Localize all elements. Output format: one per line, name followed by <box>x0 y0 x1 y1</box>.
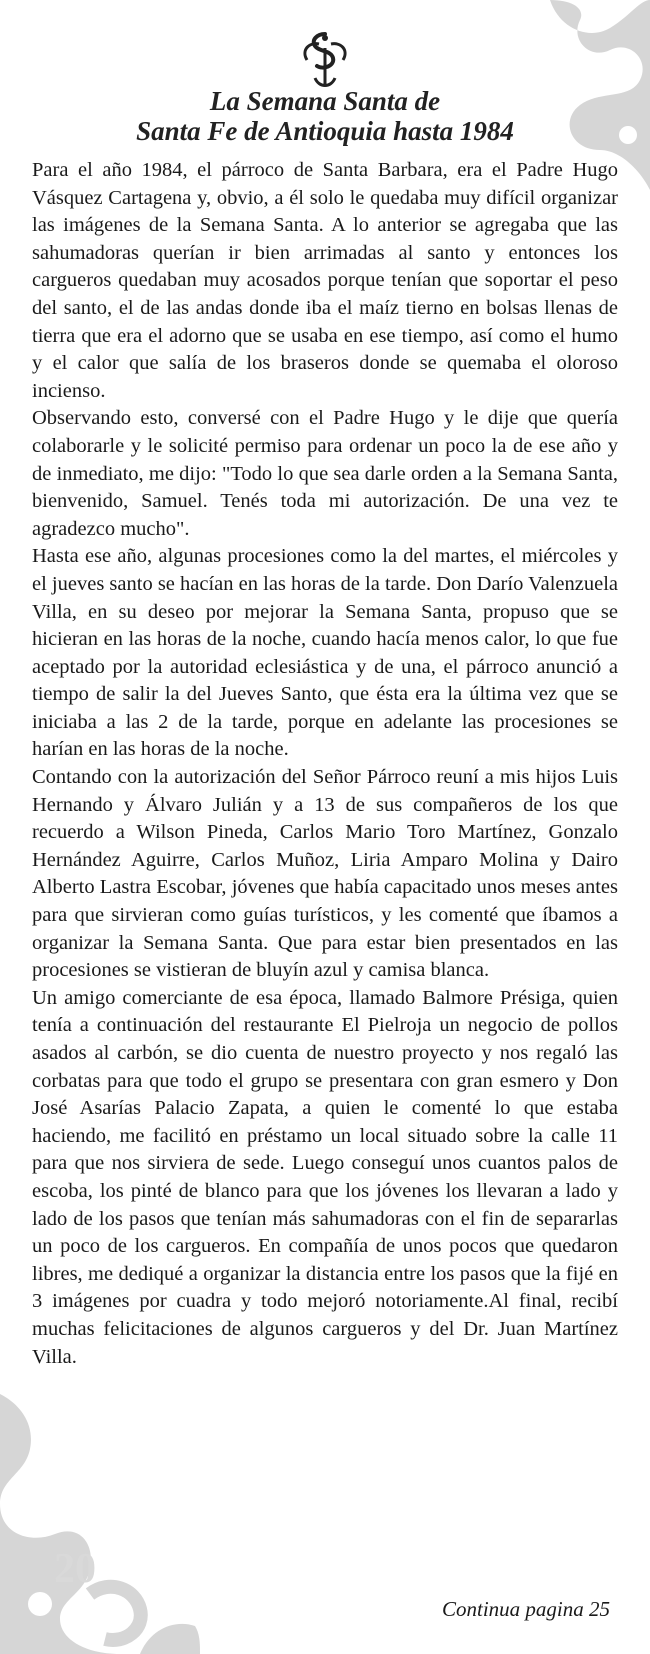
paragraph-1: Para el año 1984, el párroco de Santa Barbara, era el Padre Hugo Vásquez Cartagena y, obvio, a él solo le quedaba muy difícil organizar las imágenes de la Semana Santa. A lo anterior se agregaba que las sahumadoras querían ir bien arrimadas al santo y entonces los cargueros quedaban muy acosados porque tenían que soportar el peso del santo, el de las andas donde iba el maíz tierno en bolsas llenas de tierra que era el adorno que se usaba en ese tiempo, así como el humo y el calor que salía de los braseros donde se quemaba el oloroso incienso. <box>32 159 618 402</box>
paragraph-3: Hasta ese año, algunas procesiones como la del martes, el miércoles y el jueves santo se hacían en las horas de la tarde. Don Darío Valenzuela Villa, en su deseo por mejorar la Semana Santa, propuso que se hicieran en las horas de la noche, cuando hacía menos calor, lo que fue aceptado por la autoridad eclesiástica y de una, el párroco anunció a tiempo de salir la del Jueves Santo, que ésta era la última vez que se iniciaba a las 2 de la tarde, porque en adelante las procesiones se harían en las horas de la noche. <box>32 545 618 761</box>
paragraph-5: Un amigo comerciante de esa época, llamado Balmore Présiga, quien tenía a continuación del restaurante El Pielroja un negocio de pollos asados al carbón, se dio cuenta de nuestro proyecto y nos regaló las corbatas para que todo el grupo se presentara con gran esmero y Don José Asarías Palacio Zapata, a quien le comenté lo que estaba haciendo, me facilitó en préstamo un local situado sobre la calle 11 para que nos sirviera de sede. Luego conseguí unos cuantos palos de escoba, los pinté de blanco para que los jóvenes los llevaran a lado y lado de los pasos que tenían más sahumadoras con el fin de separarlas un poco de los cargueros. En compañía de unos pocos que quedaron libres, me dediqué a organizar la distancia entre los pasos que la fijé en 3 imágenes por cuadra y todo mejoró notoriamente.Al final, recibí muchas felicitaciones de algunos cargueros y del Dr. Juan Martínez Villa. <box>32 986 618 1368</box>
continue-note: Continua pagina 25 <box>441 1597 610 1621</box>
page-title <box>0 86 650 146</box>
paragraph-2: Observando esto, conversé con el Padre Hugo y le dije que quería colaborarle y le solicité permiso para ordenar un poco la de ese año y de inmediato, me dijo: "Todo lo que sea darle orden a la Semana Santa, bienvenido, Samuel. Tenés toda mi autorización. De una vez te agradezco mucho". <box>32 407 618 540</box>
monogram-icon <box>297 30 353 92</box>
paragraph-4: Contando con la autorización del Señor Párroco reuní a mis hijos Luis Hernando y Álvaro Julián y a 13 de sus compañeros de los que recuerdo a Wilson Pineda, Carlos Mario Toro Martínez, Gonzalo Hernández Aguirre, Carlos Muñoz, Liria Amparo Molina y Dairo Alberto Lastra Escobar, jóvenes que había capacitado unos meses antes para que sirvieran como guías turísticos, y les comenté que íbamos a organizar la Semana Santa. Que para estar bien presentados en las procesiones se vistieran de bluyín azul y camisa blanca. <box>32 766 618 982</box>
corner-ornament-bottom-left-icon <box>0 1394 200 1654</box>
title-line-2: Santa Fe de Antioquia hasta 1984 <box>136 116 514 146</box>
title-line-1: La Semana Santa de <box>209 86 441 116</box>
article-body <box>32 157 618 1371</box>
page-number: 20 <box>54 1546 96 1592</box>
